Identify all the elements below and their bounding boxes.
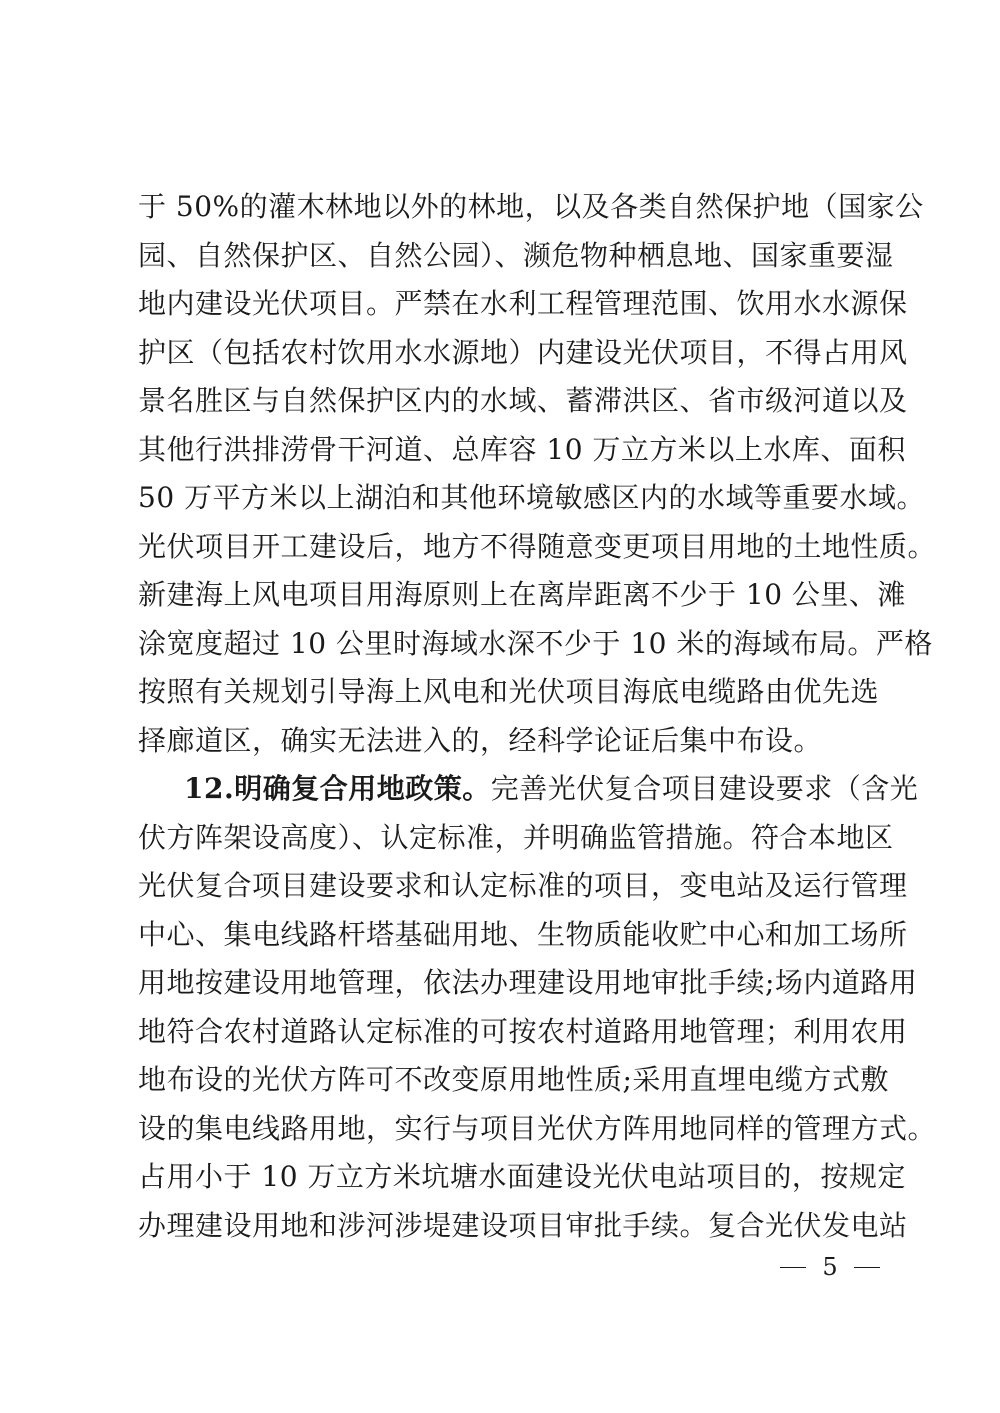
section-12-line-5: 用地按建设用地管理，依法办理建设用地审批手续;场内道路用 [138, 966, 918, 999]
body-line-8: 光伏项目开工建设后，地方不得随意变更项目用地的土地性质。 [138, 529, 937, 563]
body-line-1: 于 50%的灌木林地以外的林地，以及各类自然保护地（国家公 [138, 190, 924, 223]
section-12-line-4: 中心、集电线路杆塔基础用地、生物质能收贮中心和加工场所 [138, 917, 908, 951]
section-12-line-6: 地符合农村道路认定标准的可按农村道路用地管理；利用农用 [138, 1014, 908, 1048]
section-12-line-8: 设的集电线路用地，实行与项目光伏方阵用地同样的管理方式。 [138, 1111, 937, 1145]
page-footer [780, 1247, 880, 1287]
body-line-3: 地内建设光伏项目。严禁在水利工程管理范围、饮用水水源保 [138, 287, 908, 320]
section-12-line-2: 伏方阵架设高度）、认定标准，并明确监管措施。符合本地区 [138, 820, 894, 854]
body-line-2: 园、自然保护区、自然公园）、濒危物种栖息地、国家重要湿 [138, 238, 894, 272]
body-line-4: 护区（包括农村饮用水水源地）内建设光伏项目，不得占用风 [138, 335, 908, 369]
page-number: 5 [822, 1253, 838, 1281]
body-line-11: 按照有关规划引导海上风电和光伏项目海底电缆路由优先选 [138, 675, 880, 708]
footer-dash-left [780, 1267, 806, 1268]
body-line-9: 新建海上风电项目用海原则上在离岸距离不少于 10 公里、滩 [138, 578, 906, 611]
section-12-first-line [138, 765, 919, 814]
section-12-line-9: 占用小于 10 万立方米坑塘水面建设光伏电站项目的，按规定 [138, 1160, 906, 1193]
body-line-7: 50 万平方米以上湖泊和其他环境敏感区内的水域等重要水域。 [138, 481, 926, 514]
section-12-line-10: 办理建设用地和涉河涉堤建设项目审批手续。复合光伏发电站 [138, 1208, 908, 1242]
document-body [138, 183, 937, 1250]
footer-dash-right [854, 1267, 880, 1268]
section-12-line-3: 光伏复合项目建设要求和认定标准的项目，变电站及运行管理 [138, 869, 908, 902]
section-12-heading: 12.明确复合用地政策。 [184, 772, 491, 805]
section-12-line-7: 地布设的光伏方阵可不改变原用地性质;采用直埋电缆方式敷 [138, 1063, 889, 1096]
body-line-10: 涂宽度超过 10 公里时海域水深不少于 10 米的海域布局。严格 [138, 626, 933, 660]
body-line-6: 其他行洪排涝骨干河道、总库容 10 万立方米以上水库、面积 [138, 432, 906, 466]
section-12-first-line-text: 完善光伏复合项目建设要求（含光 [490, 772, 919, 805]
body-line-5: 景名胜区与自然保护区内的水域、蓄滞洪区、省市级河道以及 [138, 384, 908, 417]
body-line-12: 择廊道区，确实无法进入的，经科学论证后集中布设。 [138, 723, 823, 757]
